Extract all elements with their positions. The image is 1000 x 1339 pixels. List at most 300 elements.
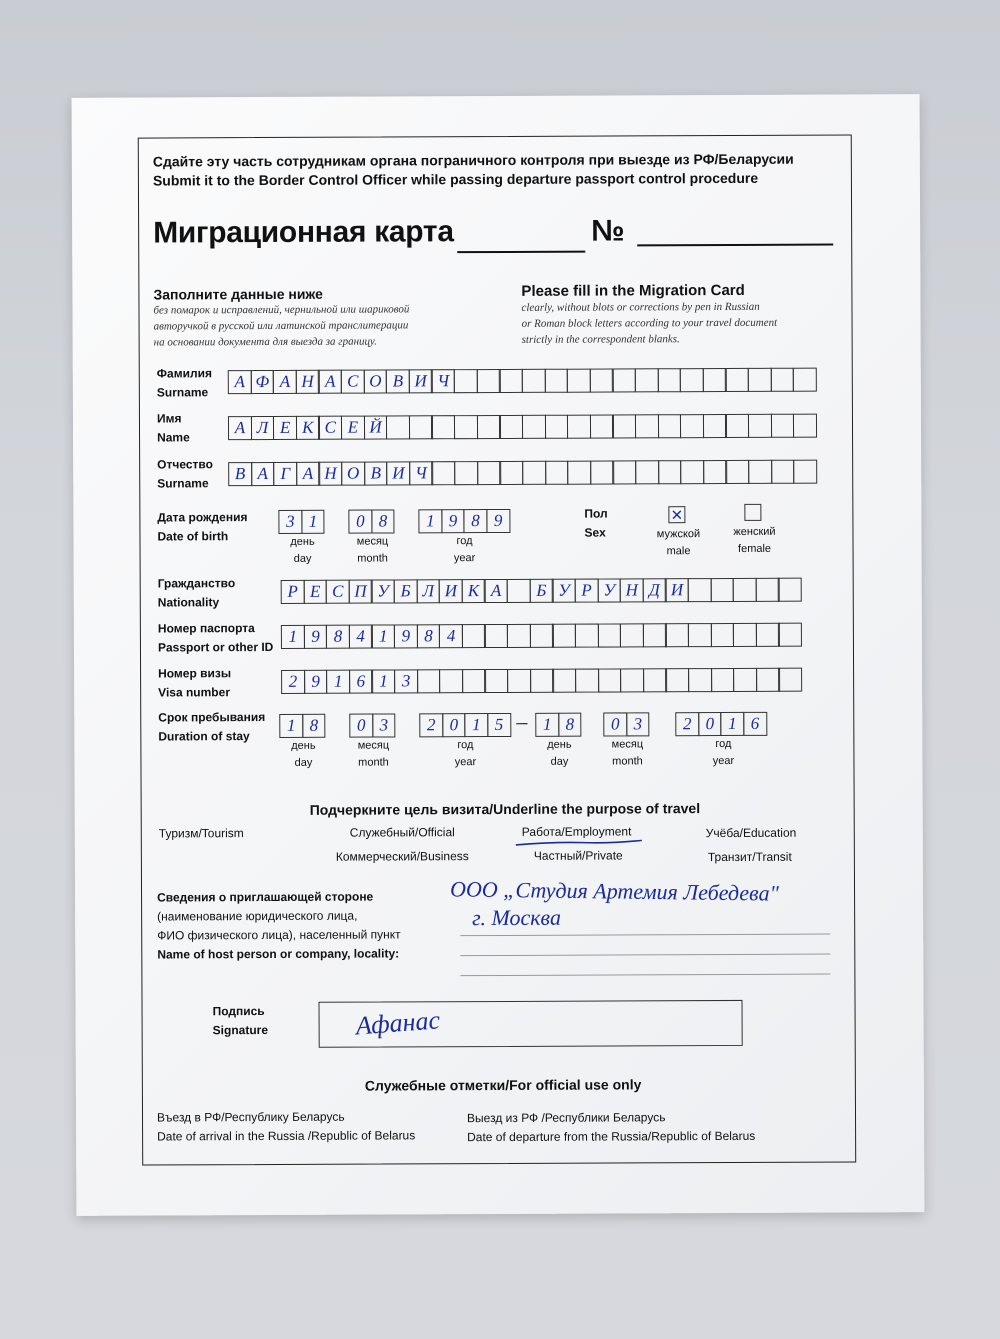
stay-to-month-ru: месяц — [611, 738, 644, 751]
name-cell[interactable] — [793, 414, 817, 438]
visa-cell[interactable] — [530, 669, 554, 693]
birth-label-en: Date of birth — [157, 529, 229, 544]
visa-cell[interactable] — [665, 668, 689, 692]
patronymic-cells[interactable] — [228, 460, 816, 487]
birth-day-cells[interactable] — [278, 510, 323, 534]
host-label-3: ФИО физического лица), населенный пункт — [157, 927, 401, 943]
host-line-2 — [460, 954, 830, 957]
stay-from-day-en: day — [294, 756, 313, 769]
stay-to-year-cell[interactable]: 1 — [720, 712, 744, 736]
purpose-business[interactable]: Коммерческий/Business — [335, 849, 469, 864]
surname-label-en: Surname — [156, 385, 209, 400]
nationality-label-ru: Гражданство — [157, 576, 236, 591]
host-value-2[interactable]: г. Москва — [472, 904, 561, 931]
surname-cell[interactable] — [635, 368, 659, 392]
visa-label-en: Visa number — [158, 685, 231, 700]
nationality-cell[interactable]: У — [597, 578, 621, 602]
birth-day-cell[interactable]: 3 — [278, 510, 302, 534]
passport-label-ru: Номер паспорта — [157, 621, 255, 636]
surname-cell[interactable]: А — [318, 370, 342, 394]
sex-label-ru: Пол — [584, 506, 608, 521]
patronymic-cell[interactable]: В — [364, 461, 388, 485]
birth-label-ru: Дата рождения — [157, 510, 248, 525]
stay-to-day-ru: день — [547, 738, 572, 751]
birth-day-caption — [274, 534, 330, 568]
visa-cell[interactable]: 6 — [349, 670, 373, 694]
nationality-cell[interactable]: С — [326, 580, 350, 604]
passport-cell[interactable]: 4 — [439, 624, 463, 648]
surname-cell[interactable] — [703, 368, 727, 392]
name-cell[interactable]: А — [228, 416, 252, 440]
instructions-en — [521, 281, 841, 347]
signature-value: Афанас — [354, 1005, 441, 1041]
visa-label — [158, 664, 231, 702]
surname-cell[interactable] — [612, 368, 636, 392]
passport-cell[interactable] — [688, 623, 712, 647]
patronymic-cell[interactable] — [748, 460, 772, 484]
visa-cells[interactable] — [281, 668, 801, 694]
purpose-tourism[interactable]: Туризм/Tourism — [158, 826, 244, 841]
birth-day-en: day — [293, 552, 312, 565]
host-label-4: Name of host person or company, locality: — [157, 946, 400, 962]
name-label-en: Name — [157, 430, 190, 445]
patronymic-cell[interactable] — [522, 461, 546, 485]
patronymic-cell[interactable] — [590, 460, 614, 484]
stay-to-year-en: year — [712, 754, 735, 768]
patronymic-label-ru: Отчество — [157, 457, 213, 472]
stay-to-year-cells[interactable] — [675, 712, 766, 736]
visa-cell[interactable]: 3 — [394, 669, 418, 693]
nationality-cell[interactable]: Б — [529, 579, 553, 603]
form-frame — [138, 134, 856, 1165]
stay-from-year-cell[interactable]: 5 — [487, 713, 511, 737]
stay-from-day-cells[interactable] — [279, 714, 324, 738]
name-cell[interactable] — [703, 414, 727, 438]
purpose-private[interactable]: Частный/Private — [533, 848, 623, 863]
patronymic-cell[interactable] — [432, 461, 456, 485]
nationality-cell[interactable]: Р — [575, 579, 599, 603]
nationality-cell[interactable]: Н — [620, 578, 644, 602]
visa-cell[interactable] — [778, 668, 802, 692]
title-underline-1 — [457, 251, 585, 254]
surname-cell[interactable] — [748, 368, 772, 392]
patronymic-cell[interactable] — [635, 460, 659, 484]
name-cell[interactable]: С — [318, 416, 342, 440]
arrival-en: Date of arrival in the Russia /Republic of Belarus — [157, 1128, 416, 1144]
signature-label — [213, 1002, 269, 1040]
name-cell[interactable] — [771, 414, 795, 438]
birth-month-en: month — [357, 552, 388, 565]
name-cell[interactable] — [748, 414, 772, 438]
birth-year-en: year — [453, 552, 476, 565]
host-line-3 — [460, 974, 830, 977]
patronymic-cell[interactable] — [613, 460, 637, 484]
stay-from-year-cell[interactable]: 1 — [464, 713, 488, 737]
stay-to-year-caption — [693, 736, 753, 770]
host-label-2: (наименование юридического лица, — [157, 908, 358, 924]
surname-cell[interactable]: В — [386, 369, 410, 393]
passport-cell[interactable] — [484, 624, 508, 648]
nationality-cell[interactable]: А — [484, 579, 508, 603]
surname-label — [157, 364, 212, 402]
nationality-cell[interactable]: Б — [394, 579, 418, 603]
stay-from-year-cells[interactable] — [419, 713, 510, 737]
nationality-cell[interactable] — [688, 578, 712, 602]
surname-cell[interactable]: Ч — [431, 369, 455, 393]
surname-cell[interactable]: И — [409, 369, 433, 393]
passport-label — [158, 619, 274, 658]
name-cell[interactable]: Е — [273, 416, 297, 440]
passport-cell[interactable] — [733, 623, 757, 647]
birth-year-cell[interactable]: 1 — [418, 509, 442, 533]
stay-from-year-caption — [435, 737, 495, 771]
patronymic-cell[interactable] — [567, 461, 591, 485]
nationality-cell[interactable] — [710, 578, 734, 602]
visa-cell[interactable] — [756, 668, 780, 692]
header-ru: Сдайте эту часть сотрудникам органа пограничного контроля при выезде из РФ/Беларусии — [152, 150, 794, 170]
name-cell[interactable] — [409, 415, 433, 439]
arrival-block — [157, 1107, 415, 1146]
nationality-cell[interactable]: У — [371, 579, 395, 603]
instructions-ru-text-1: без помарок и исправлений, чернильной или шариковой — [153, 303, 410, 317]
passport-cell[interactable] — [756, 623, 780, 647]
sex-female-caption — [722, 524, 786, 558]
birth-day-cell[interactable]: 1 — [301, 510, 325, 534]
nationality-cell[interactable] — [755, 578, 779, 602]
nationality-cell[interactable]: У — [552, 579, 576, 603]
patronymic-cell[interactable]: Г — [273, 462, 297, 486]
stay-to-month-cell[interactable]: 3 — [626, 712, 650, 736]
visa-cell[interactable]: 9 — [304, 670, 328, 694]
stay-label-en: Duration of stay — [158, 729, 250, 744]
passport-cell[interactable] — [710, 623, 734, 647]
surname-cell[interactable]: О — [363, 369, 387, 393]
passport-cell[interactable] — [507, 624, 531, 648]
name-cell[interactable] — [725, 414, 749, 438]
name-cell[interactable] — [658, 414, 682, 438]
passport-cell[interactable]: 1 — [371, 624, 395, 648]
surname-cell[interactable] — [544, 369, 568, 393]
patronymic-label-en: Surname — [157, 476, 209, 491]
surname-cell[interactable]: Н — [296, 370, 320, 394]
passport-cell[interactable] — [665, 623, 689, 647]
nationality-cell[interactable]: П — [348, 580, 372, 604]
instructions-en-text-2: or Roman block letters according to your travel document — [521, 316, 778, 330]
birth-year-cell[interactable]: 9 — [441, 509, 465, 533]
name-cell[interactable] — [567, 415, 591, 439]
stay-from-day-caption — [275, 738, 331, 772]
stay-to-day-cell[interactable]: 1 — [535, 713, 559, 737]
host-line-1 — [460, 934, 830, 937]
passport-cells[interactable] — [281, 623, 801, 649]
visa-cell[interactable] — [733, 668, 757, 692]
surname-cell[interactable] — [476, 369, 500, 393]
migration-card-sheet — [72, 94, 925, 1216]
official-title: Служебные отметки/For official use only — [364, 1076, 642, 1094]
stay-to-year-cell[interactable]: 0 — [698, 712, 722, 736]
sex-male-ru: мужской — [656, 528, 701, 541]
check-mark-icon: ✕ — [670, 505, 684, 524]
stay-from-month-en: month — [358, 756, 389, 769]
stay-from-month-caption — [341, 737, 405, 771]
stay-to-year-cell[interactable]: 6 — [743, 712, 767, 736]
name-cell[interactable] — [522, 415, 546, 439]
visa-cell[interactable] — [598, 668, 622, 692]
visa-cell[interactable] — [620, 668, 644, 692]
name-cell[interactable] — [431, 415, 455, 439]
visa-cell[interactable] — [688, 668, 712, 692]
surname-cell[interactable] — [793, 368, 817, 392]
sex-female-checkbox[interactable] — [744, 504, 761, 521]
purpose-education[interactable]: Учёба/Education — [705, 825, 797, 841]
stay-to-month-en: month — [612, 755, 643, 768]
stay-label-ru: Срок пребывания — [158, 710, 266, 725]
instructions-en-text-3: strictly in the correspondent blanks. — [521, 333, 680, 346]
name-cell[interactable]: Й — [364, 415, 388, 439]
surname-cell[interactable]: С — [341, 370, 365, 394]
purpose-official[interactable]: Служебный/Official — [349, 825, 455, 840]
stay-from-month-cell[interactable]: 0 — [349, 714, 373, 738]
name-cell[interactable] — [386, 415, 410, 439]
passport-cell[interactable]: 1 — [281, 625, 305, 649]
name-cell[interactable] — [680, 414, 704, 438]
signature-label-en: Signature — [212, 1023, 269, 1038]
visa-cell[interactable] — [462, 669, 486, 693]
birth-year-ru: год — [456, 535, 473, 548]
surname-cell[interactable] — [680, 368, 704, 392]
name-cell[interactable] — [454, 415, 478, 439]
visa-cell[interactable]: 2 — [281, 670, 305, 694]
name-cell[interactable] — [477, 415, 501, 439]
purpose-employment-label: Работа/Employment — [521, 824, 632, 839]
visa-cell[interactable] — [485, 669, 509, 693]
birth-year-cells[interactable] — [418, 509, 509, 533]
nationality-cell[interactable]: Л — [416, 579, 440, 603]
name-label — [157, 409, 190, 447]
host-label-1: Сведения о приглашающей стороне — [157, 889, 374, 905]
passport-cell[interactable] — [597, 623, 621, 647]
visa-cell[interactable]: 1 — [371, 669, 395, 693]
patronymic-label — [157, 455, 213, 493]
instructions-ru — [153, 285, 473, 350]
patronymic-cell[interactable]: Ч — [409, 461, 433, 485]
stay-from-day-cell[interactable]: 8 — [302, 714, 326, 738]
stay-to-month-caption — [595, 736, 659, 770]
passport-cell[interactable] — [530, 624, 554, 648]
nationality-cell[interactable]: К — [462, 579, 486, 603]
stay-to-day-en: day — [550, 755, 569, 768]
birth-month-caption — [340, 533, 404, 567]
visa-cell[interactable] — [552, 669, 576, 693]
page-title: Миграционная карта — [153, 215, 454, 250]
nationality-label — [158, 574, 236, 612]
patronymic-cell[interactable]: А — [296, 462, 320, 486]
host-value-1[interactable]: ООО „Студия Артемия Лебедева" — [449, 876, 779, 906]
stay-label — [158, 708, 265, 746]
patronymic-cell[interactable]: В — [228, 462, 252, 486]
name-cell[interactable] — [590, 414, 614, 438]
birth-label — [157, 508, 247, 546]
patronymic-cell[interactable] — [454, 461, 478, 485]
patronymic-cell[interactable]: И — [386, 461, 410, 485]
visa-cell[interactable]: 1 — [326, 670, 350, 694]
name-cell[interactable] — [499, 415, 523, 439]
signature-label-ru: Подпись — [212, 1004, 265, 1019]
name-label-ru: Имя — [156, 411, 182, 426]
stay-dash: – — [516, 708, 528, 734]
card-number-line[interactable] — [637, 244, 833, 247]
visa-cell[interactable] — [417, 669, 441, 693]
birth-month-cells[interactable] — [348, 509, 393, 533]
departure-ru: Выезд из РФ /Республики Беларусь — [466, 1110, 666, 1126]
surname-cell[interactable] — [590, 368, 614, 392]
surname-cell[interactable] — [567, 369, 591, 393]
stay-from-year-ru: год — [457, 739, 474, 752]
surname-cell[interactable] — [657, 368, 681, 392]
birth-day-ru: день — [290, 535, 315, 548]
sex-male-checkbox[interactable] — [668, 506, 685, 523]
name-cell[interactable]: Л — [251, 416, 275, 440]
visa-cell[interactable] — [439, 669, 463, 693]
surname-cell[interactable] — [499, 369, 523, 393]
visa-cell[interactable] — [507, 669, 531, 693]
patronymic-cell[interactable] — [793, 460, 817, 484]
name-cell[interactable] — [635, 414, 659, 438]
stay-from-day-ru: день — [291, 739, 316, 752]
birth-year-cell[interactable]: 8 — [464, 509, 488, 533]
instructions-ru-text-2: авторучкой в русской или латинской транслитерации — [153, 319, 409, 333]
sex-label — [584, 505, 607, 543]
nationality-cell[interactable]: И — [439, 579, 463, 603]
stay-from-month-ru: месяц — [357, 739, 390, 752]
patronymic-cell[interactable] — [477, 461, 501, 485]
stay-to-month-cells[interactable] — [603, 712, 648, 736]
passport-cell[interactable] — [575, 624, 599, 648]
patronymic-cell[interactable] — [499, 461, 523, 485]
stay-to-year-ru: год — [715, 737, 732, 751]
nationality-cell[interactable] — [733, 578, 757, 602]
departure-block — [467, 1108, 755, 1147]
nationality-cell[interactable]: Е — [303, 580, 327, 604]
name-cell[interactable] — [544, 415, 568, 439]
patronymic-cell[interactable]: О — [341, 462, 365, 486]
sex-female-en: female — [737, 542, 772, 555]
surname-cell[interactable] — [725, 368, 749, 392]
nationality-cell[interactable]: Д — [642, 578, 666, 602]
stay-to-day-cells[interactable] — [535, 713, 580, 737]
stay-from-month-cells[interactable] — [349, 713, 394, 737]
stay-from-year-cell[interactable]: 0 — [442, 713, 466, 737]
signature-box[interactable] — [319, 1000, 743, 1048]
name-cell[interactable] — [612, 414, 636, 438]
passport-cell[interactable] — [552, 624, 576, 648]
passport-cell[interactable]: 9 — [303, 625, 327, 649]
birth-month-cell[interactable]: 0 — [348, 510, 372, 534]
patronymic-cell[interactable]: Н — [319, 462, 343, 486]
stay-to-year-cell[interactable]: 2 — [675, 712, 699, 736]
nationality-label-en: Nationality — [157, 595, 220, 610]
passport-cell[interactable]: 8 — [326, 625, 350, 649]
stay-to-day-caption — [531, 737, 587, 771]
visa-label-ru: Номер визы — [158, 666, 232, 681]
instructions-ru-title: Заполните данные ниже — [153, 285, 323, 303]
birth-year-cell[interactable]: 9 — [486, 509, 510, 533]
passport-cell[interactable] — [643, 623, 667, 647]
name-cells[interactable] — [228, 414, 816, 441]
stay-to-month-cell[interactable]: 0 — [603, 712, 627, 736]
visa-cell[interactable] — [575, 669, 599, 693]
sex-male-caption — [646, 526, 710, 560]
passport-cell[interactable] — [462, 624, 486, 648]
nationality-cell[interactable] — [507, 579, 531, 603]
patronymic-cell[interactable] — [726, 460, 750, 484]
birth-month-ru: месяц — [356, 535, 389, 548]
passport-cell[interactable]: 8 — [417, 624, 441, 648]
name-cell[interactable]: Е — [341, 416, 365, 440]
birth-month-cell[interactable]: 8 — [371, 509, 395, 533]
patronymic-cell[interactable] — [703, 460, 727, 484]
surname-cell[interactable] — [454, 369, 478, 393]
stay-to-day-cell[interactable]: 8 — [558, 713, 582, 737]
nationality-cell[interactable]: Р — [281, 580, 305, 604]
sex-male-en: male — [666, 545, 691, 558]
sex-female-ru: женский — [733, 525, 776, 538]
purpose-transit[interactable]: Транзит/Transit — [707, 849, 792, 865]
instructions-en-text-1: clearly, without blots or corrections by pen in Russian — [521, 300, 760, 314]
patronymic-cell[interactable] — [680, 460, 704, 484]
patronymic-cell[interactable]: А — [251, 462, 275, 486]
instructions-ru-text-3: на основании документа для выезда за границу. — [153, 335, 377, 349]
birth-year-caption — [434, 533, 494, 567]
surname-cell[interactable] — [522, 369, 546, 393]
host-label — [157, 887, 437, 964]
passport-label-en: Passport or other ID — [157, 639, 274, 655]
header-en: Submit it to the Border Control Officer while passing departure passport control procedure — [152, 169, 759, 189]
patronymic-cell[interactable] — [658, 460, 682, 484]
passport-cell[interactable] — [620, 623, 644, 647]
surname-cells[interactable] — [228, 368, 816, 395]
patronymic-cell[interactable] — [771, 460, 795, 484]
nationality-cell[interactable]: И — [665, 578, 689, 602]
stay-from-day-cell[interactable]: 1 — [279, 714, 303, 738]
departure-en: Date of departure from the Russia/Republic of Belarus — [467, 1128, 756, 1145]
surname-cell[interactable]: А — [273, 370, 297, 394]
surname-label-ru: Фамилия — [156, 366, 212, 381]
passport-cell[interactable]: 9 — [394, 624, 418, 648]
stay-from-year-cell[interactable]: 2 — [419, 713, 443, 737]
number-sign: № — [591, 214, 625, 248]
surname-cell[interactable]: А — [228, 370, 252, 394]
header — [153, 149, 843, 190]
patronymic-cell[interactable] — [545, 461, 569, 485]
passport-cell[interactable] — [778, 623, 802, 647]
name-cell[interactable]: К — [296, 416, 320, 440]
visa-cell[interactable] — [643, 668, 667, 692]
employment-underline — [514, 838, 644, 849]
instructions-en-title: Please fill in the Migration Card — [521, 281, 745, 300]
stay-from-year-en: year — [454, 756, 477, 769]
passport-cell[interactable]: 4 — [349, 625, 373, 649]
nationality-cells[interactable] — [281, 578, 801, 604]
surname-cell[interactable] — [770, 368, 794, 392]
nationality-cell[interactable] — [778, 578, 802, 602]
surname-cell[interactable]: Ф — [250, 370, 274, 394]
purpose-title: Подчеркните цель визита/Underline the purpose of travel — [309, 800, 701, 818]
visa-cell[interactable] — [711, 668, 735, 692]
stay-from-month-cell[interactable]: 3 — [372, 713, 396, 737]
sex-label-en: Sex — [584, 525, 606, 540]
arrival-ru: Въезд в РФ/Республику Беларусь — [156, 1109, 345, 1125]
